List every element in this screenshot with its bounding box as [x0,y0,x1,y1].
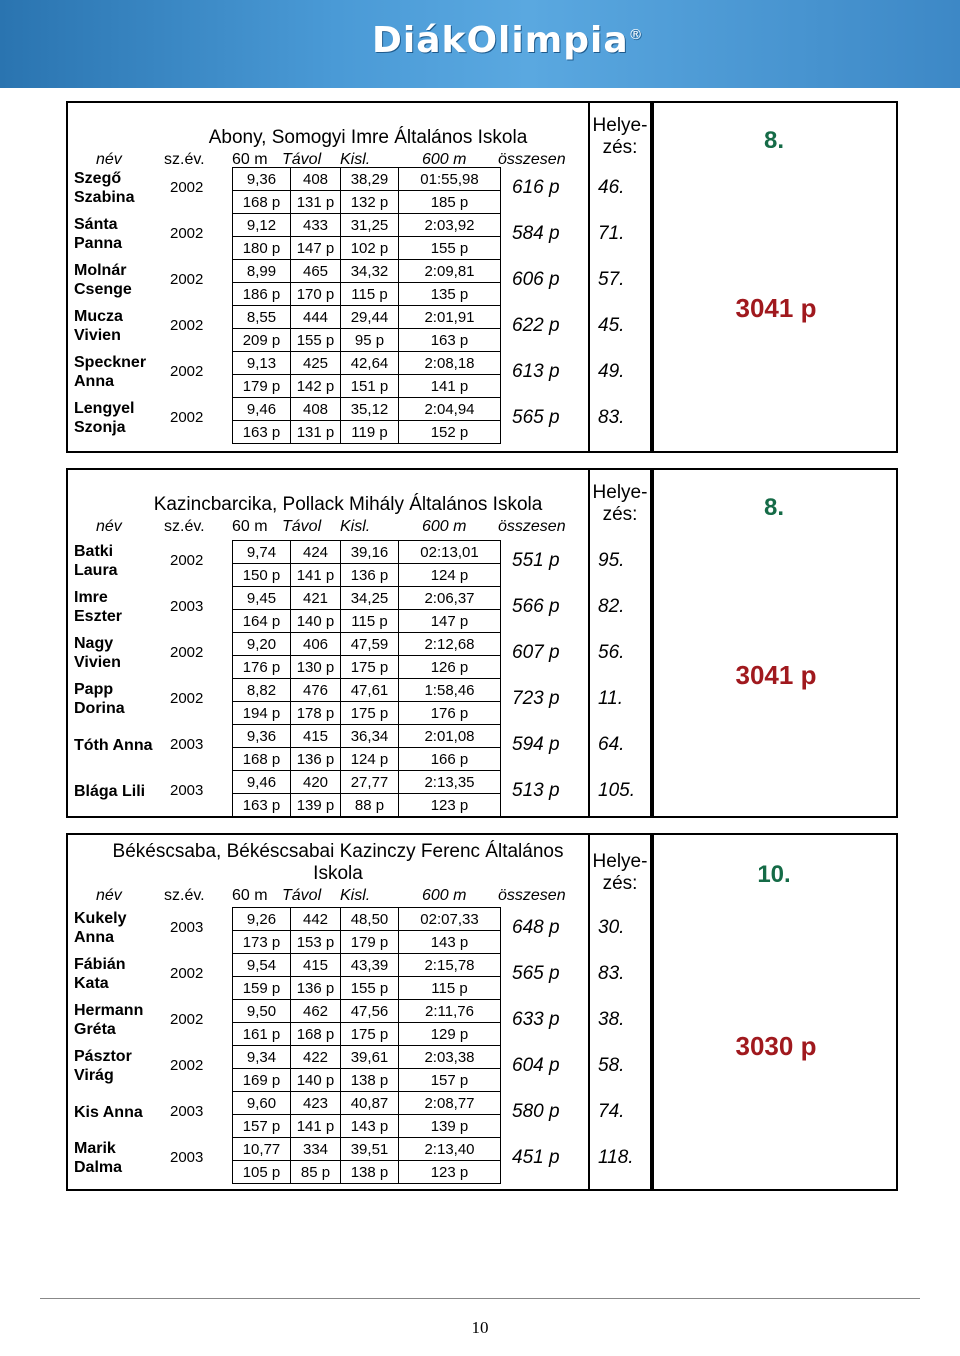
column-header: sz.év. [164,151,205,168]
result-table [232,1091,501,1138]
result-value: 48,50 [341,908,399,931]
birth-year: 2002 [170,1057,204,1074]
result-value: 9,60 [233,1092,291,1115]
total-points: 622 p [512,315,560,336]
result-value: 9,36 [233,168,291,191]
result-value: 8,99 [233,260,291,283]
individual-rank: 30. [598,917,625,938]
points-value: 150 p [233,564,291,587]
result-value: 425 [291,352,341,375]
school-block [66,101,898,453]
result-table [232,770,501,817]
footer-divider [40,1298,920,1299]
points-value: 155 p [399,237,501,260]
birth-year: 2002 [170,271,204,288]
header-banner [0,0,960,88]
result-value: 462 [291,1000,341,1023]
points-value: 124 p [341,748,399,771]
result-value: 9,20 [233,633,291,656]
individual-rank: 58. [598,1055,625,1076]
column-header: Távol [282,151,322,168]
result-value: 408 [291,168,341,191]
result-value: 9,12 [233,214,291,237]
birth-year: 2002 [170,690,204,707]
school-name: Abony, Somogyi Imre Általános Iskola [208,127,528,148]
athlete-name: Hermann Gréta [74,1002,144,1038]
points-value: 136 p [341,564,399,587]
result-value: 9,13 [233,352,291,375]
points-value: 119 p [341,421,399,444]
placement-label: Helye- zés: [592,482,648,525]
points-value: 102 p [341,237,399,260]
points-value: 138 p [341,1161,399,1184]
points-value: 159 p [233,977,291,1000]
result-value: 476 [291,679,341,702]
result-table [232,540,501,587]
points-value: 131 p [291,421,341,444]
points-value: 194 p [233,702,291,725]
result-value: 2:15,78 [399,954,501,977]
total-points: 565 p [512,407,560,428]
birth-year: 2003 [170,598,204,615]
athlete-name: Papp Dorina [74,681,125,717]
individual-rank: 95. [598,550,625,571]
result-value: 9,45 [233,587,291,610]
team-total: 3030 p [735,1031,817,1061]
result-table [232,1137,501,1184]
points-value: 123 p [399,1161,501,1184]
points-value: 140 p [291,610,341,633]
birth-year: 2003 [170,736,204,753]
points-value: 140 p [291,1069,341,1092]
athlete-name: Speckner Anna [74,354,147,390]
points-value: 176 p [233,656,291,679]
result-value: 2:03,38 [399,1046,501,1069]
athlete-name: Batki Laura [74,543,118,579]
result-value: 9,34 [233,1046,291,1069]
birth-year: 2003 [170,782,204,799]
team-rank: 8. [763,127,784,154]
athlete-name: Kukely Anna [74,910,127,946]
birth-year: 2002 [170,225,204,242]
points-value: 175 p [341,1023,399,1046]
total-points: 606 p [512,269,560,290]
points-value: 135 p [399,283,501,306]
points-value: 163 p [233,794,291,817]
individual-rank: 57. [598,269,625,290]
birth-year: 2002 [170,552,204,569]
result-value: 2:08,77 [399,1092,501,1115]
result-value: 34,32 [341,260,399,283]
result-value: 47,61 [341,679,399,702]
athlete-name: Kis Anna [74,1104,143,1121]
individual-rank: 56. [598,642,625,663]
result-table [232,1045,501,1092]
points-value: 139 p [291,794,341,817]
points-value: 179 p [233,375,291,398]
points-value: 115 p [341,610,399,633]
result-table [232,678,501,725]
points-value: 168 p [291,1023,341,1046]
column-header: név [96,151,122,168]
points-value: 157 p [233,1115,291,1138]
column-header: 60 m [232,887,268,904]
athlete-name: Imre Eszter [74,589,123,625]
total-points: 607 p [512,642,560,663]
birth-year: 2002 [170,965,204,982]
result-value: 9,36 [233,725,291,748]
result-table [232,724,501,771]
athlete-name: Mucza Vivien [74,308,123,344]
result-value: 2:01,91 [399,306,501,329]
result-table [232,907,501,954]
result-value: 38,29 [341,168,399,191]
column-header: összesen [498,151,566,168]
team-total: 3041 p [735,660,817,690]
points-value: 155 p [341,977,399,1000]
result-value: 43,39 [341,954,399,977]
result-value: 36,34 [341,725,399,748]
individual-rank: 11. [598,688,624,709]
points-value: 95 p [341,329,399,352]
points-value: 139 p [399,1115,501,1138]
points-value: 136 p [291,977,341,1000]
column-header: név [96,887,122,904]
points-value: 163 p [233,421,291,444]
points-value: 141 p [291,1115,341,1138]
athlete-name: Marik Dalma [74,1140,123,1176]
school-block [66,833,898,1191]
result-value: 8,55 [233,306,291,329]
total-points: 613 p [512,361,560,382]
result-value: 2:08,18 [399,352,501,375]
result-table [232,305,501,352]
points-value: 142 p [291,375,341,398]
points-value: 130 p [291,656,341,679]
points-value: 138 p [341,1069,399,1092]
diakolimpia-logo: DiákOlimpia® [372,20,644,61]
birth-year: 2002 [170,317,204,334]
column-header: 60 m [232,518,268,535]
result-table [232,167,501,214]
column-header: összesen [498,518,566,535]
points-value: 179 p [341,931,399,954]
individual-rank: 105. [598,780,635,801]
result-table [232,999,501,1046]
school-block [66,468,898,818]
points-value: 85 p [291,1161,341,1184]
individual-rank: 118. [598,1147,634,1168]
result-value: 9,46 [233,398,291,421]
points-value: 169 p [233,1069,291,1092]
points-value: 124 p [399,564,501,587]
points-value: 186 p [233,283,291,306]
birth-year: 2002 [170,644,204,661]
athlete-name: Pásztor Virág [74,1048,132,1084]
athlete-name: Szegő Szabina [74,170,135,206]
result-value: 02:13,01 [399,541,501,564]
points-value: 170 p [291,283,341,306]
column-header: név [96,518,122,535]
page-number: 10 [471,1318,489,1337]
points-value: 175 p [341,702,399,725]
points-value: 129 p [399,1023,501,1046]
birth-year: 2002 [170,409,204,426]
total-points: 451 p [512,1147,560,1168]
column-header: Távol [282,887,322,904]
result-value: 433 [291,214,341,237]
result-value: 2:11,76 [399,1000,501,1023]
result-value: 9,54 [233,954,291,977]
result-value: 2:03,92 [399,214,501,237]
points-value: 136 p [291,748,341,771]
result-table [232,213,501,260]
individual-rank: 74. [598,1101,625,1122]
birth-year: 2003 [170,1103,204,1120]
result-value: 31,25 [341,214,399,237]
points-value: 123 p [399,794,501,817]
column-header: Kisl. [340,151,371,168]
points-value: 161 p [233,1023,291,1046]
column-header: sz.év. [164,887,205,904]
birth-year: 2003 [170,919,204,936]
result-value: 02:07,33 [399,908,501,931]
points-value: 115 p [399,977,501,1000]
points-value: 168 p [233,748,291,771]
athlete-name: Fábián Kata [74,956,126,992]
points-value: 153 p [291,931,341,954]
school-name: Kazincbarcika, Pollack Mihály Általános Iskola [153,494,543,515]
athlete-name: Sánta Panna [74,216,123,252]
result-value: 2:13,35 [399,771,501,794]
birth-year: 2002 [170,363,204,380]
result-value: 2:01,08 [399,725,501,748]
placement-label: Helye- zés: [592,851,648,894]
result-value: 420 [291,771,341,794]
points-value: 157 p [399,1069,501,1092]
result-value: 39,51 [341,1138,399,1161]
result-value: 29,44 [341,306,399,329]
result-value: 42,64 [341,352,399,375]
points-value: 105 p [233,1161,291,1184]
points-value: 131 p [291,191,341,214]
total-points: 604 p [512,1055,560,1076]
individual-rank: 64. [598,734,625,755]
points-value: 168 p [233,191,291,214]
result-value: 2:12,68 [399,633,501,656]
points-value: 209 p [233,329,291,352]
result-table [232,953,501,1000]
athlete-name: Lengyel Szonja [74,400,135,436]
birth-year: 2003 [170,1149,204,1166]
athlete-name: Molnár Csenge [74,262,132,298]
result-value: 34,25 [341,587,399,610]
points-value: 173 p [233,931,291,954]
birth-year: 2002 [170,1011,204,1028]
school-name: Békéscsaba, Békéscsabai Kazinczy Ferenc Általános Iskola [112,841,564,884]
total-points: 594 p [512,734,560,755]
result-value: 421 [291,587,341,610]
athlete-name: Nagy Vivien [74,635,121,671]
column-header: 600 m [422,518,467,535]
total-points: 580 p [512,1101,560,1122]
points-value: 178 p [291,702,341,725]
result-value: 406 [291,633,341,656]
result-value: 9,50 [233,1000,291,1023]
total-points: 551 p [512,550,560,571]
result-value: 47,56 [341,1000,399,1023]
result-value: 442 [291,908,341,931]
result-table [232,397,501,444]
points-value: 166 p [399,748,501,771]
points-value: 151 p [341,375,399,398]
result-value: 415 [291,954,341,977]
points-value: 115 p [341,283,399,306]
total-points: 566 p [512,596,560,617]
points-value: 176 p [399,702,501,725]
result-table [232,586,501,633]
athlete-name: Tóth Anna [74,737,153,754]
total-points: 584 p [512,223,560,244]
result-value: 444 [291,306,341,329]
individual-rank: 38. [598,1009,625,1030]
total-points: 616 p [512,177,560,198]
result-value: 40,87 [341,1092,399,1115]
individual-rank: 83. [598,407,625,428]
points-value: 163 p [399,329,501,352]
team-rank: 8. [763,494,784,521]
individual-rank: 46. [598,177,625,198]
total-points: 513 p [512,780,560,801]
result-value: 2:04,94 [399,398,501,421]
total-points: 633 p [512,1009,560,1030]
result-value: 35,12 [341,398,399,421]
result-value: 39,61 [341,1046,399,1069]
result-value: 2:06,37 [399,587,501,610]
result-value: 01:55,98 [399,168,501,191]
result-value: 9,26 [233,908,291,931]
column-header: 600 m [422,887,467,904]
individual-rank: 83. [598,963,625,984]
result-value: 8,82 [233,679,291,702]
column-header: 60 m [232,151,268,168]
placement-label: Helye- zés: [592,115,648,158]
column-header: 600 m [422,151,467,168]
points-value: 126 p [399,656,501,679]
column-header: összesen [498,887,566,904]
column-header: sz.év. [164,518,205,535]
total-points: 648 p [512,917,560,938]
result-value: 10,77 [233,1138,291,1161]
individual-rank: 71. [598,223,625,244]
result-value: 2:13,40 [399,1138,501,1161]
points-value: 147 p [399,610,501,633]
result-value: 424 [291,541,341,564]
points-value: 152 p [399,421,501,444]
column-header: Távol [282,518,322,535]
points-value: 185 p [399,191,501,214]
result-value: 9,74 [233,541,291,564]
individual-rank: 82. [598,596,625,617]
points-value: 155 p [291,329,341,352]
result-value: 415 [291,725,341,748]
result-table [232,351,501,398]
result-value: 27,77 [341,771,399,794]
team-rank: 10. [757,861,791,888]
result-table [232,259,501,306]
points-value: 143 p [399,931,501,954]
points-value: 147 p [291,237,341,260]
result-value: 465 [291,260,341,283]
total-points: 723 p [512,688,560,709]
result-value: 334 [291,1138,341,1161]
points-value: 88 p [341,794,399,817]
result-value: 408 [291,398,341,421]
column-header: Kisl. [340,887,371,904]
result-value: 423 [291,1092,341,1115]
individual-rank: 45. [598,315,625,336]
athlete-name: Blága Lili [74,783,146,800]
individual-rank: 49. [598,361,625,382]
team-total: 3041 p [735,293,817,323]
points-value: 164 p [233,610,291,633]
total-points: 565 p [512,963,560,984]
birth-year: 2002 [170,179,204,196]
result-value: 47,59 [341,633,399,656]
result-value: 9,46 [233,771,291,794]
result-table [232,632,501,679]
points-value: 132 p [341,191,399,214]
points-value: 143 p [341,1115,399,1138]
result-value: 422 [291,1046,341,1069]
points-value: 175 p [341,656,399,679]
points-value: 141 p [399,375,501,398]
result-value: 1:58,46 [399,679,501,702]
points-value: 141 p [291,564,341,587]
points-value: 180 p [233,237,291,260]
result-value: 2:09,81 [399,260,501,283]
result-value: 39,16 [341,541,399,564]
column-header: Kisl. [340,518,371,535]
